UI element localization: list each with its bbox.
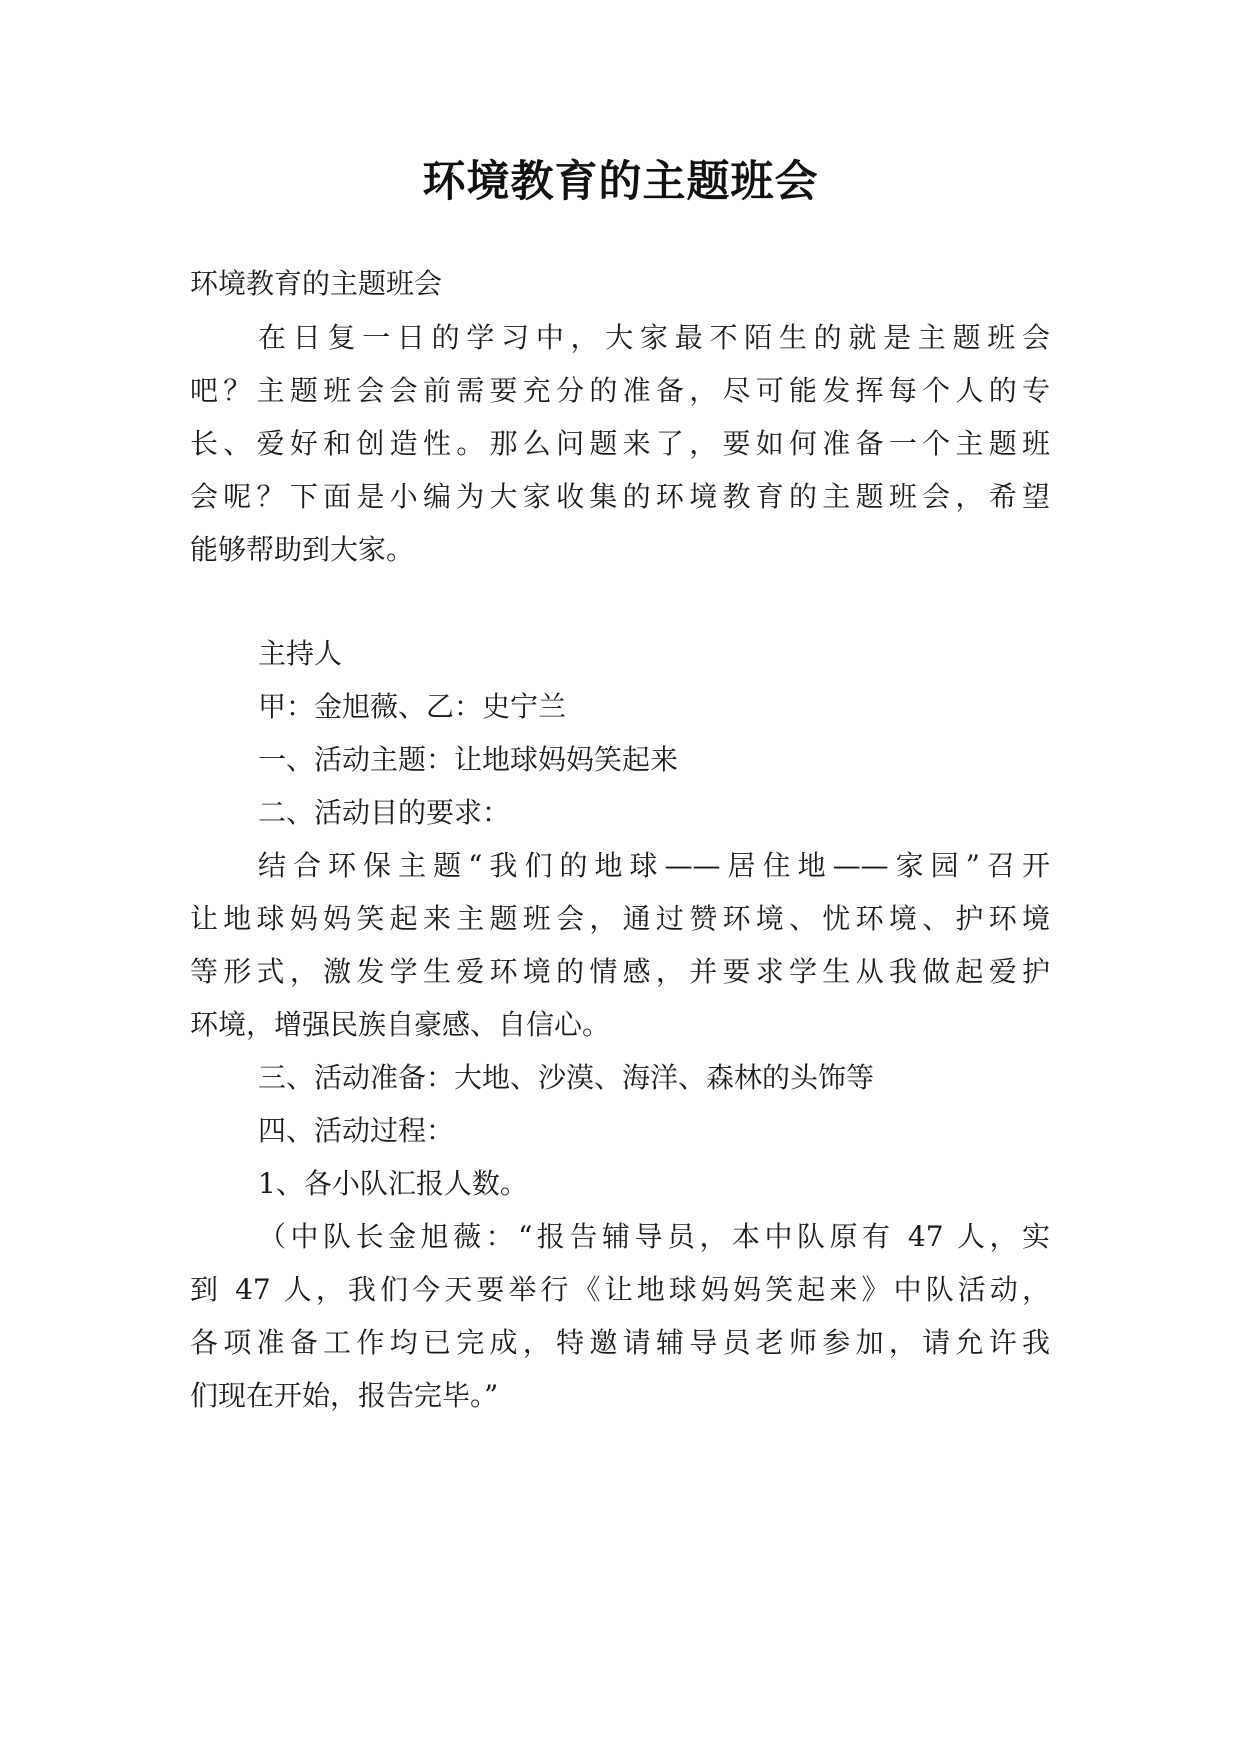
section-heading: 四、活动过程： — [258, 1114, 455, 1147]
paragraph-line: 让地球妈妈笑起来主题班会，通过赞环境、忧环境、护环境 — [190, 902, 1050, 935]
subtitle-line: 环境教育的主题班会 — [190, 267, 443, 300]
host-heading: 主持人 — [258, 637, 343, 670]
section-heading: 一、活动主题：让地球妈妈笑起来 — [258, 743, 679, 776]
list-item: 1、各小队汇报人数。 — [258, 1167, 528, 1200]
paragraph-line: 们现在开始，报告完毕。” — [190, 1379, 499, 1412]
paragraph-line: 在日复一日的学习中，大家最不陌生的就是主题班会 — [258, 321, 1050, 354]
section-heading: 三、活动准备：大地、沙漠、海洋、森林的头饰等 — [258, 1061, 875, 1094]
paragraph-line: 长、爱好和创造性。那么问题来了，要如何准备一个主题班 — [190, 427, 1050, 460]
paragraph-line: 等形式，激发学生爱环境的情感，并要求学生从我做起爱护 — [190, 955, 1050, 988]
section-heading: 二、活动目的要求： — [258, 796, 511, 829]
paragraph-line: 吧？主题班会会前需要充分的准备，尽可能发挥每个人的专 — [190, 374, 1050, 407]
host-names: 甲：金旭薇、乙：史宁兰 — [258, 690, 567, 723]
paragraph-line: 各项准备工作均已完成，特邀请辅导员老师参加，请允许我 — [190, 1326, 1050, 1359]
paragraph-line: 结合环保主题“我们的地球——居住地——家园”召开 — [258, 849, 1050, 882]
paragraph-line: 能够帮助到大家。 — [190, 533, 415, 566]
paragraph-line: 环境，增强民族自豪感、自信心。 — [190, 1008, 611, 1041]
paragraph-line: （中队长金旭薇：“报告辅导员，本中队原有 47 人，实 — [258, 1220, 1050, 1253]
paragraph-line: 到 47 人，我们今天要举行《让地球妈妈笑起来》中队活动， — [190, 1273, 1050, 1306]
paragraph-line: 会呢？下面是小编为大家收集的环境教育的主题班会，希望 — [190, 480, 1050, 513]
document-title: 环境教育的主题班会 — [422, 157, 819, 207]
